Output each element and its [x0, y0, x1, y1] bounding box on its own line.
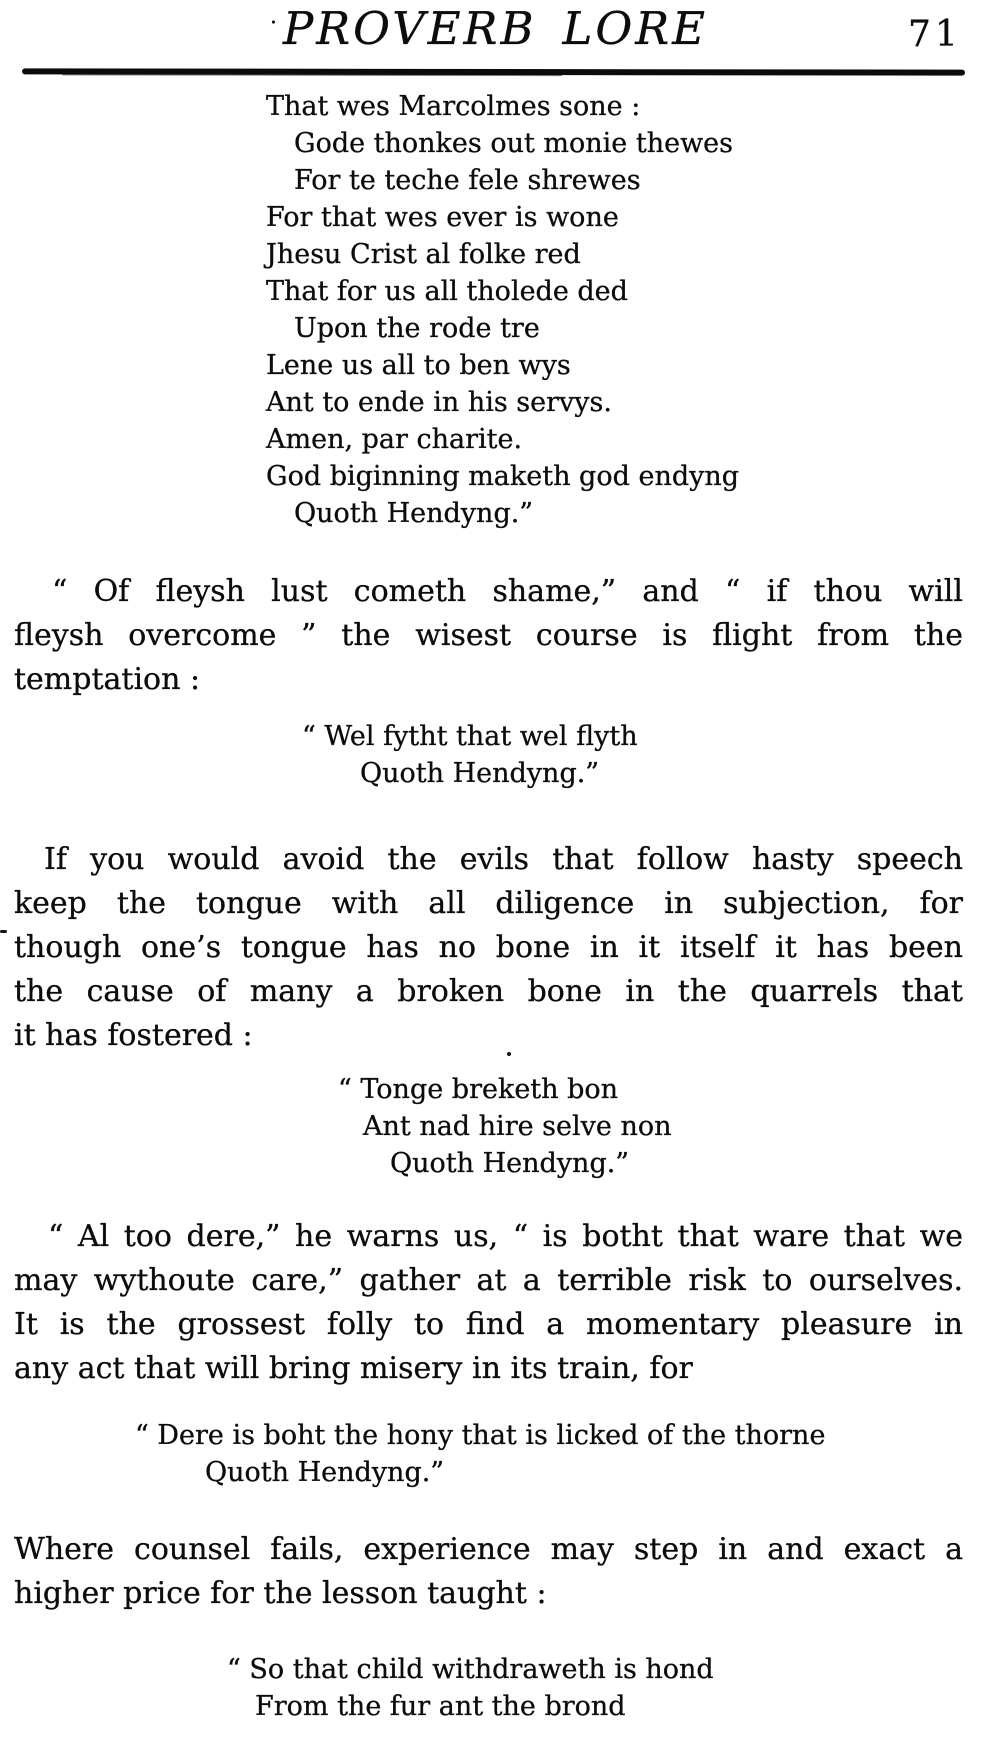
verse-line: Ant to ende in his servys. — [266, 387, 612, 418]
verse-line: “ Tonge breketh bon — [338, 1074, 619, 1105]
poem-block-5 — [227, 1651, 714, 1725]
page-title — [14, 2, 964, 55]
poem-block-1 — [266, 88, 739, 532]
header-rule — [22, 68, 965, 75]
verse-line: Upon the rode tre — [294, 313, 540, 344]
verse-line: From the fur ant the brond — [255, 1691, 626, 1722]
verse-line: Quoth Hendyng.” — [390, 1148, 630, 1179]
paragraph-line: may wythoute care,” gather at a terrible risk to ourselves. — [14, 1263, 963, 1298]
paragraph-line: it has fostered : — [14, 1018, 253, 1053]
verse-line: That wes Marcolmes sone : — [266, 91, 641, 122]
page-number: 71 — [908, 14, 962, 55]
verse-line: Quoth Hendyng.” — [205, 1457, 445, 1488]
verse-line: Gode thonkes out monie thewes — [294, 128, 734, 159]
paragraph-line: keep the tongue with all diligence in subjection, for — [14, 886, 963, 921]
verse-line: For that wes ever is wone — [266, 202, 619, 233]
paragraph-1 — [14, 570, 963, 702]
verse-line: Amen, par charite. — [266, 424, 523, 455]
verse-line: Ant nad hire selve non — [363, 1111, 672, 1142]
verse-line: Jhesu Crist al folke red — [266, 239, 581, 270]
paragraph-line: any act that will bring misery in its train, for — [14, 1351, 693, 1386]
print-speck — [0, 930, 7, 933]
verse-line: Lene us all to ben wys — [266, 350, 571, 381]
paragraph-4 — [14, 1528, 963, 1616]
paragraph-line: temptation : — [14, 662, 201, 697]
verse-line: “ So that child withdraweth is hond — [227, 1654, 714, 1685]
paragraph-line: “ Al too dere,” he warns us, “ is botht that ware that we — [48, 1219, 963, 1254]
paragraph-line: It is the grossest folly to find a momentary pleasure in — [14, 1307, 963, 1342]
paragraph-line: fleysh overcome ” the wisest course is flight from the — [14, 618, 963, 653]
title-word-proverb: PROVERB — [282, 2, 537, 55]
paragraph-line: Where counsel fails, experience may step in and exact a — [14, 1532, 963, 1567]
verse-line: That for us all tholede ded — [266, 276, 628, 307]
paragraph-line: the cause of many a broken bone in the quarrels that — [14, 974, 963, 1009]
title-dot: · — [269, 11, 277, 36]
print-speck — [507, 1052, 511, 1056]
poem-block-4 — [135, 1417, 825, 1491]
verse-line: For te teche fele shrewes — [294, 165, 641, 196]
poem-block-2 — [302, 718, 638, 792]
paragraph-line: “ Of fleysh lust cometh shame,” and “ if thou will — [52, 574, 963, 609]
verse-line: Quoth Hendyng.” — [294, 498, 534, 529]
title-word-lore: LORE — [562, 2, 709, 55]
poem-block-3 — [338, 1071, 671, 1182]
verse-line: God biginning maketh god endyng — [266, 461, 740, 492]
paragraph-line: If you would avoid the evils that follow hasty speech — [44, 842, 963, 877]
verse-line: “ Dere is boht the hony that is licked of the thorne — [135, 1420, 826, 1451]
verse-line: “ Wel fytht that wel flyth — [302, 721, 638, 752]
verse-line: Quoth Hendyng.” — [360, 758, 600, 789]
paragraph-line: though one’s tongue has no bone in it itself it has been — [14, 930, 963, 965]
paragraph-3 — [14, 1215, 963, 1391]
paragraph-line: higher price for the lesson taught : — [14, 1576, 547, 1611]
paragraph-2 — [14, 838, 963, 1058]
